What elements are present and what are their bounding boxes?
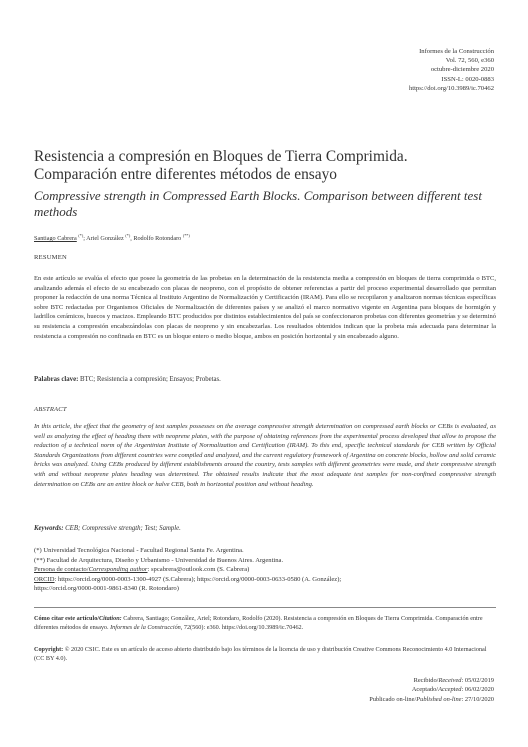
contact-email[interactable]: : spcabrera@outlook.com (S. Cabrera) [147, 566, 250, 574]
keywords-spanish-label: Palabras clave: [34, 376, 79, 383]
accepted-date [369, 685, 494, 694]
author-affiliation-mark: (*) [78, 233, 84, 238]
received-date [369, 676, 494, 685]
orcid-links[interactable]: : https://orcid.org/0000-0003-1300-4927 (S.Cabrera); https://orcid.org/0000-0003-0633-0580 (A. González); [54, 575, 342, 583]
author-separator: , [130, 235, 134, 243]
contact-line [34, 565, 341, 575]
affiliations [34, 546, 341, 594]
abstract-heading: ABSTRACT [34, 406, 67, 413]
published-label: Publicado on-line/ [369, 695, 417, 703]
received-label-english: Received [438, 677, 462, 684]
author-name: Ariel González [86, 235, 124, 243]
copyright-block [34, 645, 496, 663]
journal-info [409, 47, 494, 93]
journal-name: Informes de la Construcción [419, 48, 494, 55]
author-name: Rodolfo Rotondaro [133, 235, 182, 243]
author-name[interactable]: Santiago Cabrera [34, 235, 77, 243]
citation-journal: Informes de la Construcción [110, 624, 181, 632]
journal-issn: ISSN-L: 0020-0883 [441, 75, 494, 83]
author-affiliation-mark: (**) [182, 233, 190, 238]
publication-dates [369, 676, 494, 704]
author-list [34, 233, 190, 242]
received-value: : 05/02/2019 [461, 677, 494, 684]
keywords-english [34, 525, 181, 532]
received-label: Recibido/ [413, 677, 439, 684]
keywords-spanish-list: BTC; Resistencia a compresión; Ensayos; Probetas. [78, 376, 221, 383]
citation-text: Cabrera, Santiago; González, Ariel; Rotondaro, Rodolfo (2020). Resistencia a compresión en Bloques de Tierra Comprimida. Comparación entre diferentes métodos de ensayo. [34, 615, 483, 632]
orcid-label: ORCID [34, 575, 55, 583]
title-spanish: Resistencia a compresión en Bloques de Tierra Comprimida. Comparación entre diferentes métodos de ensayo [34, 148, 408, 183]
citation-label: Cómo citar este artículo/ [34, 615, 100, 622]
divider [34, 607, 496, 608]
citation-label-english: Citation: [99, 615, 122, 622]
journal-period: octubre-diciembre 2020 [430, 66, 494, 74]
keywords-english-label: Keywords: [34, 525, 64, 532]
published-value: : 27/10/2020 [461, 695, 494, 703]
published-label-english: Published on-line [416, 695, 462, 703]
published-date [369, 695, 494, 704]
citation-block [34, 614, 496, 632]
author-separator: ; [83, 235, 87, 243]
copyright-label: Copyright: [34, 646, 64, 653]
affiliation-2: (**) Facultad de Arquitectura, Diseño y Urbanismo - Universidad de Buenos Aires. Argentina. [34, 556, 284, 564]
author-affiliation-mark: (*) [125, 233, 131, 238]
orcid-line-2[interactable]: https://orcid.org/0000-0001-9861-8340 (R. Rotondaro) [34, 585, 179, 593]
orcid-line [34, 575, 341, 585]
contact-label-english: Corresponding author [88, 566, 148, 574]
accepted-value: : 06/02/2020 [461, 686, 494, 694]
abstract-text: In this article, the effect that the geometry of test samples possesses on the average compressive strength determination on compressed earth blocks or CEBs is evaluated, as well as analyzing the effect of heading them with neoprene plates, with the purpose of obtaining references from the experimental process developed that allow to propose the redaction of a technical norm of the Argentinian Institute of Normalization and Certification (IRAM). To this end, specific technical standards for CEB written by Official Standards Organizations from different countries were compiled and analyzed, and the current regulatory framework of Argentina on concrete blocks, hollow and solid ceramic bricks was analyzed. Using CEBs produced by different establishments around the country, tests samples with different geometries were made, and their compressive strength with and without neoprene plates heading was determined. The obtained results indicate that the most adequate test samples for non-confined compressive strength determination on CEBs are an entire block or halve CEB, both in horizontal position and without heading. [34, 423, 496, 488]
title-english: Compressive strength in Compressed Earth Blocks. Comparison between different test methods [34, 188, 482, 219]
keywords-english-list: CEB; Compressive strength; Test; Sample. [63, 525, 181, 532]
contact-label: Persona de contacto/ [34, 566, 89, 574]
accepted-label-english: Accepted [438, 686, 462, 694]
accepted-label: Aceptado/ [411, 686, 439, 694]
resumen-heading: RESUMEN [34, 254, 67, 261]
copyright-text: © 2020 CSIC. Este es un artículo de acceso abierto distribuido bajo los términos de la licencia de uso y distribución Creative Commons Reconocimiento 4.0 Internacional (CC BY 4.0). [34, 646, 487, 663]
journal-volume: Vol. 72, 560, e360 [445, 57, 494, 65]
citation-doi[interactable]: , 72(560): e360. https://doi.org/10.3989/ic.70462. [180, 624, 304, 632]
resumen-text: En este artículo se evalúa el efecto que posee la geometría de las probetas en la determinación de la resistencia media a compresión en bloques de tierra comprimida o BTC, analizando además el efecto de su encabezado con placas de neopreno, con el propósito de obtener referencias a partir del proceso experimental desarrollado que permitan proponer la redacción de una norma Técnica al Instituto Argentino de Normalización y Certificación (IRAM). Para ello se recopilaron y analizaron normas técnicas específicas sobre BTC redactadas por Organismos Oficiales de Normalización de diferentes países y se analizó el marco normativo vigente en Argentina para bloques de hormigón y ladrillos cerámicos, huecos y macizos. Empleando BTC producidos por distintos establecimientos del país se confeccionaron probetas con diferentes geometrías y se determinó su resistencia a compresión encabezándolas con placas de neopreno y sin encabezarlas. Los resultados obtenidos indican que la probeta más adecuada para determinar la resistencia a compresión no confinada en BTC es un bloque entero o medio bloque, ambos en posición horizontal y sin encabezado alguno. [34, 275, 496, 340]
journal-doi-link[interactable]: https://doi.org/10.3989/ic.70462 [408, 84, 494, 92]
affiliation-1: (*) Universidad Tecnológica Nacional - Facultad Regional Santa Fe. Argentina. [34, 547, 244, 554]
keywords-spanish [34, 376, 221, 383]
